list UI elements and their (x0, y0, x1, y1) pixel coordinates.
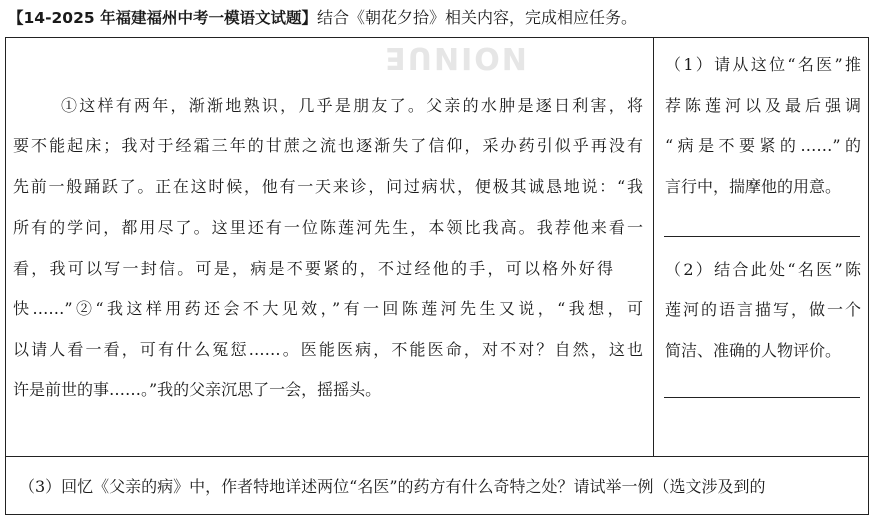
passage-line-3: 先前一般踊跃了。正在这时候，他有一天来诊，问过病状，便极其诚恳地说：“我 (13, 177, 643, 196)
passage-line-5: 看，我可以写一封信。可是，病是不要紧的，不过经他的手，可以格外好得 (13, 259, 613, 278)
question-2-line-2: 莲河的语言描写，做一个 (665, 300, 861, 319)
question-instruction: 结合《朝花夕拾》相关内容，完成相应任务。 (317, 8, 638, 27)
question-2-line-3: 简洁、准确的人物评价。 (665, 341, 842, 360)
answer-line-2[interactable] (664, 397, 860, 398)
passage-line-6: 快……”②“我这样用药还会不大见效，”有一回陈莲河先生又说，“我想，可 (13, 299, 643, 318)
table-divider (5, 456, 869, 457)
question-title: 【14-2025 年福建福州中考一模语文试题】 (8, 9, 318, 27)
passage-line-4: 所有的学问，都用尽了。这里还有一位陈莲河先生，本领比我高。我荐他来看一 (13, 218, 643, 237)
question-1-line-3: “病是不要紧的……”的 (665, 136, 861, 155)
question-2-line-1: （2）结合此处“名医”陈 (665, 260, 861, 279)
question-3: （3）回忆《父亲的病》中，作者特地详述两位“名医”的药方有什么奇特之处？请试举一例（选文涉及到的 (19, 477, 766, 496)
question-header (8, 6, 874, 30)
passage-line-2: 要不能起床；我对于经霜三年的甘蔗之流也逐渐失了信仰，采办药引似乎再没有 (13, 136, 643, 155)
question-1-line-2: 荐陈莲河以及最后强调 (665, 96, 861, 115)
passage-line-8: 许是前世的事……。”我的父亲沉思了一会，摇摇头。 (13, 380, 382, 399)
answer-line-1[interactable] (664, 236, 860, 237)
watermark-logo: NOINUE (383, 40, 527, 76)
passage-line-1: ①这样有两年，渐渐地熟识，几乎是朋友了。父亲的水肿是逐日利害，将 (61, 96, 643, 115)
question-1-line-1: （1）请从这位“名医”推 (665, 55, 861, 74)
passage-line-7: 以请人看一看，可有什么冤愆……。医能医病，不能医命，对不对？自然，这也 (13, 340, 643, 359)
question-1-line-4: 言行中，揣摩他的用意。 (665, 177, 842, 196)
